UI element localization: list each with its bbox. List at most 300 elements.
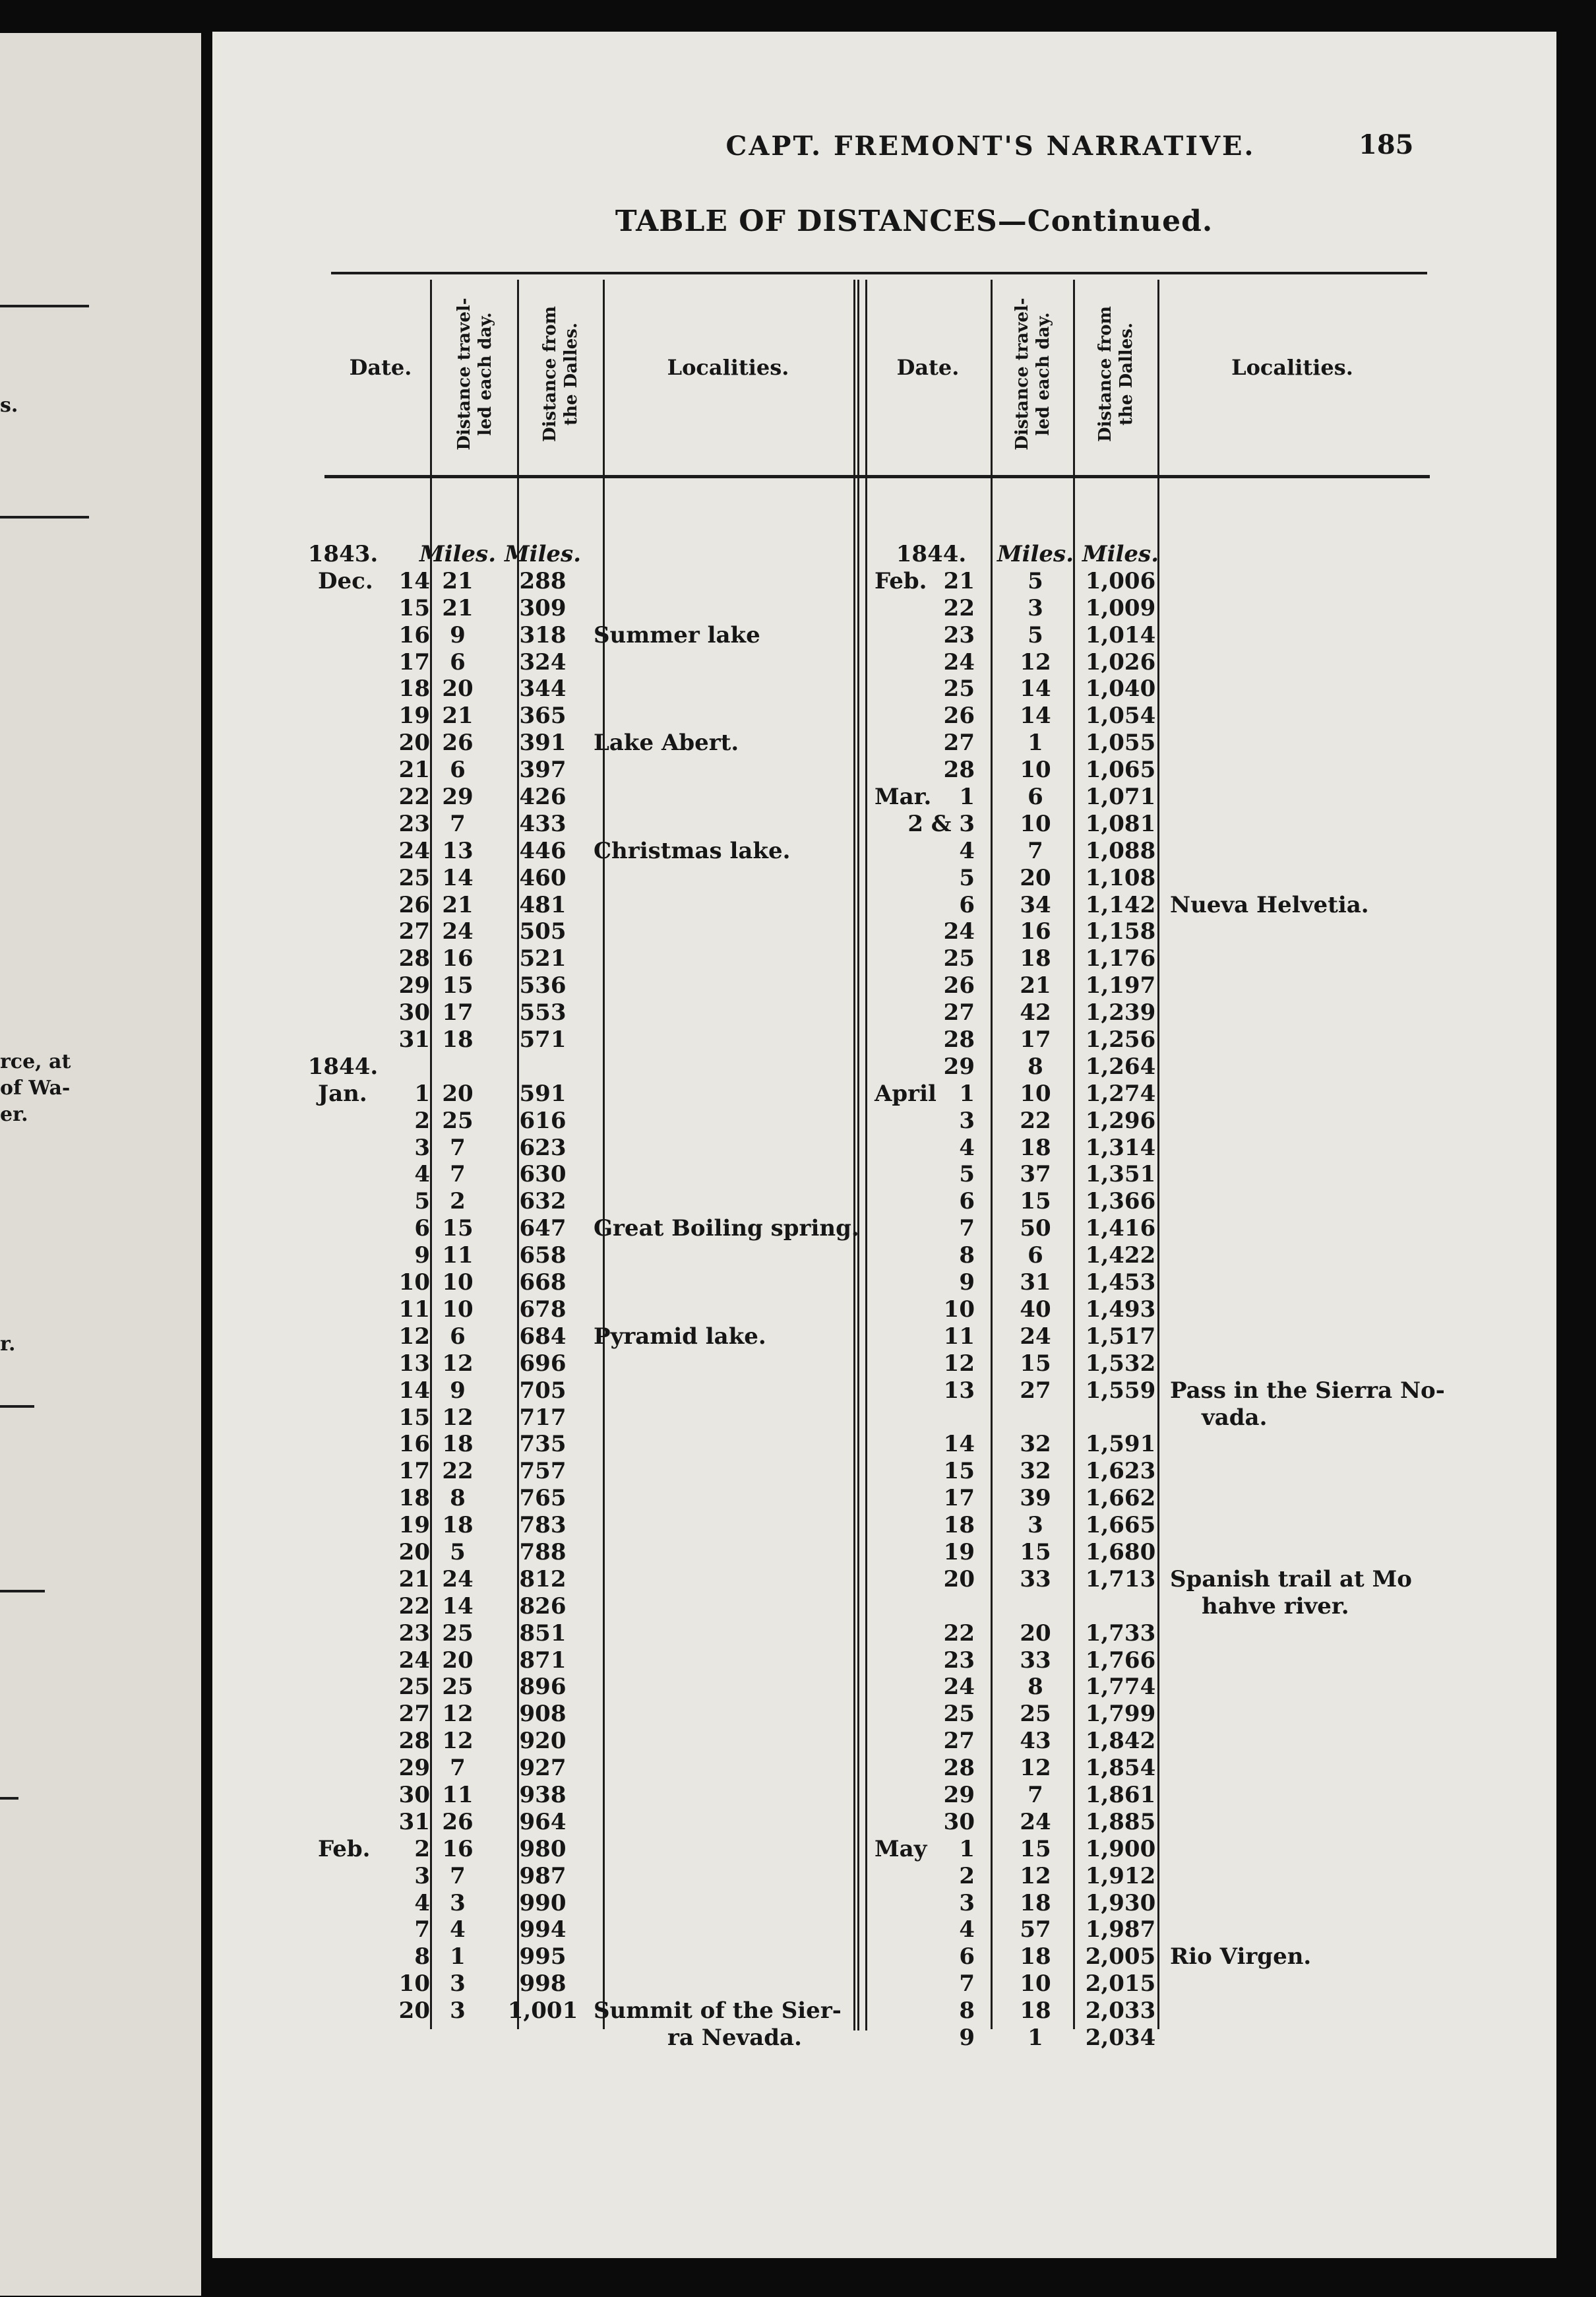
table-row [212, 1026, 1556, 1054]
day-cell: 19 [943, 1538, 975, 1565]
travelled-cell: 18 [1020, 1998, 1051, 2025]
distance-cell: 1,054 [1085, 703, 1156, 730]
day-cell: 2 [414, 1835, 430, 1862]
facing-page-rule [0, 1797, 18, 1800]
distance-cell: 460 [519, 864, 567, 891]
units-label: Miles. [997, 541, 1074, 567]
travelled-cell: 26 [442, 1808, 474, 1835]
day-cell: 4 [959, 1916, 975, 1943]
day-cell: 21 [943, 567, 975, 594]
day-cell: 22 [943, 594, 975, 621]
table-row [212, 1943, 1556, 1970]
distance-cell: 1,108 [1085, 864, 1156, 891]
distance-cell: 995 [519, 1943, 567, 1970]
travelled-cell: 6 [1028, 1242, 1043, 1269]
day-cell: 27 [398, 918, 430, 945]
day-cell: 2 [414, 1107, 430, 1134]
day-cell: 5 [959, 1161, 975, 1188]
travelled-cell: 22 [1020, 1107, 1051, 1134]
travelled-cell: 12 [442, 1350, 474, 1377]
table-row [212, 1512, 1556, 1539]
day-cell: 28 [398, 1728, 430, 1755]
distance-cell: 318 [519, 621, 567, 648]
table-row [212, 595, 1556, 622]
travelled-cell: 15 [1020, 1538, 1051, 1565]
travelled-cell: 8 [450, 1485, 466, 1512]
month-label: Mar. [875, 784, 932, 811]
distance-cell: 433 [519, 810, 567, 837]
month-label: Dec. [318, 567, 373, 594]
travelled-cell: 12 [442, 1728, 474, 1755]
day-cell: 7 [414, 1916, 430, 1943]
year-label: 1844. [896, 541, 967, 567]
travelled-cell: 21 [442, 703, 474, 730]
units-label: Miles. [504, 541, 582, 567]
distance-cell: 678 [519, 1296, 567, 1323]
travelled-cell: 7 [450, 1862, 466, 1889]
day-cell: 25 [943, 1701, 975, 1728]
day-cell: 23 [398, 1620, 430, 1647]
distance-cell: 1,416 [1085, 1215, 1156, 1242]
facing-page-fragment: r. [0, 1333, 16, 1356]
travelled-cell: 39 [1020, 1485, 1051, 1512]
day-cell: 23 [398, 810, 430, 837]
travelled-cell: 1 [450, 1943, 466, 1970]
distance-cell: 1,854 [1085, 1755, 1156, 1782]
distance-cell: 705 [519, 1377, 567, 1404]
travelled-cell: 7 [1028, 1781, 1043, 1808]
table-row [212, 1081, 1556, 1108]
day-cell: 27 [943, 999, 975, 1026]
table-row [212, 676, 1556, 703]
distance-cell: 1,559 [1085, 1377, 1156, 1404]
day-cell: 12 [943, 1350, 975, 1377]
day-cell: 6 [959, 891, 975, 918]
book-page [212, 32, 1556, 2258]
table-row [212, 1296, 1556, 1323]
table-row [212, 757, 1556, 784]
day-cell: 3 [959, 1889, 975, 1916]
travelled-cell: 22 [442, 1458, 474, 1485]
travelled-cell: 17 [1020, 1026, 1051, 1054]
distance-cell: 920 [519, 1728, 567, 1755]
day-cell: 26 [398, 891, 430, 918]
travelled-cell: 15 [1020, 1350, 1051, 1377]
day-cell: 30 [398, 999, 430, 1026]
day-cell: 2 & 3 [907, 810, 975, 837]
distance-cell: 630 [519, 1161, 567, 1188]
locality-cell: Spanish trail at Mo [1170, 1565, 1412, 1592]
travelled-cell: 37 [1020, 1161, 1051, 1188]
day-cell: 28 [943, 757, 975, 784]
day-cell: 22 [943, 1620, 975, 1647]
distance-cell: 1,623 [1085, 1458, 1156, 1485]
distance-cell: 344 [519, 676, 567, 703]
distance-cell: 871 [519, 1647, 567, 1674]
travelled-cell: 50 [1020, 1215, 1051, 1242]
travelled-cell: 12 [1020, 1862, 1051, 1889]
facing-page-fragment: rce, at [0, 1050, 71, 1073]
travelled-cell: 11 [442, 1781, 474, 1808]
day-cell: 4 [414, 1161, 430, 1188]
distance-cell: 1,912 [1085, 1862, 1156, 1889]
day-cell: 24 [943, 918, 975, 945]
travelled-cell: 15 [1020, 1835, 1051, 1862]
distance-cell: 288 [519, 567, 567, 594]
day-cell: 4 [959, 1134, 975, 1161]
distance-cell: 826 [519, 1592, 567, 1620]
distance-cell: 1,774 [1085, 1674, 1156, 1701]
travelled-cell: 25 [1020, 1701, 1051, 1728]
distance-cell: 735 [519, 1431, 567, 1458]
day-cell: 19 [398, 703, 430, 730]
travelled-cell: 3 [1028, 1512, 1043, 1539]
day-cell: 3 [414, 1862, 430, 1889]
travelled-cell: 12 [1020, 648, 1051, 676]
distance-cell: 1,088 [1085, 837, 1156, 864]
distance-cell: 571 [519, 1026, 567, 1054]
travelled-cell: 9 [450, 621, 466, 648]
travelled-cell: 33 [1020, 1647, 1051, 1674]
distance-cell: 1,861 [1085, 1781, 1156, 1808]
locality-cell: hahve river. [1202, 1592, 1349, 1620]
day-cell: 28 [398, 945, 430, 972]
travelled-header-text: Distance travel- led each day. [454, 298, 495, 451]
travelled-cell: 18 [1020, 945, 1051, 972]
distance-cell: 1,197 [1085, 972, 1156, 999]
day-cell: 29 [398, 1755, 430, 1782]
travelled-cell: 16 [442, 1835, 474, 1862]
table-row [212, 649, 1556, 676]
distance-cell: 1,296 [1085, 1107, 1156, 1134]
distance-cell: 1,065 [1085, 757, 1156, 784]
travelled-cell: 3 [1028, 594, 1043, 621]
day-cell: 19 [398, 1512, 430, 1539]
table-row [212, 1593, 1556, 1620]
travelled-cell: 18 [442, 1431, 474, 1458]
day-cell: 9 [414, 1242, 430, 1269]
distance-cell: 521 [519, 945, 567, 972]
date-header: Date. [896, 355, 960, 380]
distance-cell: 696 [519, 1350, 567, 1377]
day-cell: 17 [943, 1485, 975, 1512]
distance-cell: 1,517 [1085, 1323, 1156, 1350]
travelled-cell: 3 [450, 1998, 466, 2025]
travelled-cell: 16 [1020, 918, 1051, 945]
day-cell: 23 [943, 621, 975, 648]
travelled-cell: 32 [1020, 1458, 1051, 1485]
distance-cell: 908 [519, 1701, 567, 1728]
day-cell: 8 [959, 1242, 975, 1269]
distance-cell: 684 [519, 1323, 567, 1350]
distance-cell: 812 [519, 1565, 567, 1592]
travelled-cell: 8 [1028, 1053, 1043, 1080]
travelled-cell: 43 [1020, 1728, 1051, 1755]
travelled-cell: 24 [442, 1565, 474, 1592]
day-cell: 1 [959, 1080, 975, 1107]
locality-cell: vada. [1202, 1404, 1268, 1431]
day-cell: 10 [943, 1296, 975, 1323]
table-row [212, 1377, 1556, 1404]
table-row [212, 1458, 1556, 1485]
table-row [212, 918, 1556, 945]
day-cell: 31 [398, 1026, 430, 1054]
table-row [212, 1728, 1556, 1755]
day-cell: 17 [398, 1458, 430, 1485]
travelled-cell: 17 [442, 999, 474, 1026]
table-row [212, 1620, 1556, 1647]
distance-cell: 998 [519, 1970, 567, 1998]
day-cell: 4 [414, 1889, 430, 1916]
locality-cell: Lake Abert. [594, 730, 739, 757]
distance-cell: 964 [519, 1808, 567, 1835]
travelled-cell: 5 [1028, 567, 1043, 594]
day-cell: 9 [959, 1269, 975, 1296]
table-row [212, 1916, 1556, 1943]
table-row [212, 1485, 1556, 1512]
travelled-cell: 14 [442, 1592, 474, 1620]
travelled-cell: 14 [442, 864, 474, 891]
locality-cell: Rio Virgen. [1170, 1943, 1312, 1970]
table-row [212, 622, 1556, 649]
table-row [212, 838, 1556, 865]
travelled-cell: 18 [1020, 1943, 1051, 1970]
distance-cell: 632 [519, 1188, 567, 1215]
distance-cell: 938 [519, 1781, 567, 1808]
table-row [212, 865, 1556, 892]
day-cell: 30 [398, 1781, 430, 1808]
localities-header: Localities. [667, 355, 789, 380]
travelled-cell: 5 [450, 1538, 466, 1565]
distance-cell: 1,158 [1085, 918, 1156, 945]
distance-cell: 1,662 [1085, 1485, 1156, 1512]
travelled-cell: 7 [450, 1134, 466, 1161]
month-label: May [875, 1835, 927, 1862]
table-row [212, 1647, 1556, 1674]
distance-cell: 1,453 [1085, 1269, 1156, 1296]
travelled-cell: 25 [442, 1620, 474, 1647]
day-cell: 13 [943, 1377, 975, 1404]
day-cell: 28 [943, 1755, 975, 1782]
locality-cell: Christmas lake. [594, 837, 791, 864]
distance-cell: 788 [519, 1538, 567, 1565]
distance-cell: 309 [519, 594, 567, 621]
travelled-cell: 32 [1020, 1431, 1051, 1458]
table-row [212, 541, 1556, 568]
travelled-cell: 11 [442, 1242, 474, 1269]
travelled-cell: 10 [442, 1296, 474, 1323]
day-cell: 25 [943, 676, 975, 703]
distance-cell: 446 [519, 837, 567, 864]
day-cell: 28 [943, 1026, 975, 1054]
day-cell: 29 [943, 1053, 975, 1080]
distance-cell: 1,176 [1085, 945, 1156, 972]
travelled-cell: 18 [1020, 1889, 1051, 1916]
travelled-cell: 21 [442, 891, 474, 918]
day-cell: 16 [398, 621, 430, 648]
distance-cell: 1,930 [1085, 1889, 1156, 1916]
distance-cell: 896 [519, 1674, 567, 1701]
travelled-cell: 20 [442, 676, 474, 703]
travelled-cell: 7 [450, 810, 466, 837]
travelled-cell: 1 [1028, 2024, 1043, 2051]
travelled-cell: 10 [1020, 810, 1051, 837]
day-cell: 27 [943, 1728, 975, 1755]
travelled-cell: 8 [1028, 1674, 1043, 1701]
day-cell: 13 [398, 1350, 430, 1377]
distance-cell: 623 [519, 1134, 567, 1161]
travelled-cell: 20 [442, 1080, 474, 1107]
units-label: Miles. [419, 541, 497, 567]
distance-cell: 1,081 [1085, 810, 1156, 837]
day-cell: 21 [398, 757, 430, 784]
distance-cell: 1,665 [1085, 1512, 1156, 1539]
travelled-cell: 18 [442, 1512, 474, 1539]
table-row [212, 1242, 1556, 1269]
travelled-cell: 12 [442, 1701, 474, 1728]
distance-cell: 391 [519, 730, 567, 757]
day-cell: 16 [398, 1431, 430, 1458]
locality-cell: Summer lake [594, 621, 760, 648]
distance-cell: 553 [519, 999, 567, 1026]
day-cell: 29 [943, 1781, 975, 1808]
travelled-cell: 27 [1020, 1377, 1051, 1404]
table-row [212, 1755, 1556, 1782]
travelled-cell: 29 [442, 784, 474, 811]
travelled-cell: 15 [442, 1215, 474, 1242]
distance-cell: 1,040 [1085, 676, 1156, 703]
travelled-cell: 13 [442, 837, 474, 864]
travelled-cell: 3 [450, 1970, 466, 1998]
locality-cell: Pass in the Sierra No- [1170, 1377, 1445, 1404]
travelled-cell: 24 [1020, 1323, 1051, 1350]
distance-cell: 851 [519, 1620, 567, 1647]
distance-cell: 668 [519, 1269, 567, 1296]
distance-cell: 1,071 [1085, 784, 1156, 811]
day-cell: 9 [959, 2024, 975, 2051]
distance-cell: 1,264 [1085, 1053, 1156, 1080]
facing-page-edge [0, 33, 201, 2296]
day-cell: 3 [414, 1134, 430, 1161]
distance-header-text: Distance from the Dalles. [1095, 306, 1136, 442]
page-number: 185 [1359, 129, 1414, 160]
table-row [212, 1108, 1556, 1135]
travelled-cell: 12 [442, 1404, 474, 1431]
table-row [212, 1809, 1556, 1836]
travelled-cell: 15 [1020, 1188, 1051, 1215]
table-row [212, 1998, 1556, 2025]
distance-cell: 2,005 [1085, 1943, 1156, 1970]
travelled-cell: 31 [1020, 1269, 1051, 1296]
distance-cell: 1,799 [1085, 1701, 1156, 1728]
day-cell: 20 [943, 1565, 975, 1592]
day-cell: 5 [959, 864, 975, 891]
distance-cell: 987 [519, 1862, 567, 1889]
travelled-cell: 10 [1020, 1970, 1051, 1998]
table-row [212, 1323, 1556, 1350]
distance-cell: 2,034 [1085, 2024, 1156, 2051]
table-top-rule [331, 272, 1427, 274]
facing-page-fragment: s. [0, 394, 18, 417]
travelled-header-text: Distance travel- led each day. [1012, 298, 1053, 451]
travelled-cell: 15 [442, 972, 474, 999]
travelled-cell: 14 [1020, 703, 1051, 730]
table-row [212, 703, 1556, 730]
distance-cell: 1,591 [1085, 1431, 1156, 1458]
distance-cell: 658 [519, 1242, 567, 1269]
travelled-cell: 7 [450, 1755, 466, 1782]
table-row [212, 730, 1556, 757]
distance-cell: 1,009 [1085, 594, 1156, 621]
day-cell: 14 [398, 567, 430, 594]
distance-cell: 765 [519, 1485, 567, 1512]
travelled-cell: 4 [450, 1916, 466, 1943]
year-label: 1843. [307, 541, 379, 567]
day-cell: 8 [959, 1998, 975, 2025]
distance-cell: 1,713 [1085, 1565, 1156, 1592]
distance-cell: 1,014 [1085, 621, 1156, 648]
distance-cell: 1,142 [1085, 891, 1156, 918]
day-cell: 24 [943, 1674, 975, 1701]
table-row [212, 945, 1556, 972]
table-row [212, 1054, 1556, 1081]
travelled-cell: 10 [442, 1269, 474, 1296]
travelled-cell: 57 [1020, 1916, 1051, 1943]
distance-cell: 365 [519, 703, 567, 730]
day-cell: 25 [398, 864, 430, 891]
travelled-cell: 7 [450, 1161, 466, 1188]
day-cell: 6 [959, 1188, 975, 1215]
distance-cell: 397 [519, 757, 567, 784]
table-row [212, 1135, 1556, 1162]
distance-cell: 591 [519, 1080, 567, 1107]
travelled-cell: 6 [450, 648, 466, 676]
day-cell: 11 [398, 1296, 430, 1323]
localities-header: Localities. [1231, 355, 1353, 380]
table-row [212, 1782, 1556, 1809]
table-row [212, 972, 1556, 999]
day-cell: 11 [943, 1323, 975, 1350]
distance-cell: 1,351 [1085, 1161, 1156, 1188]
travelled-cell: 7 [1028, 837, 1043, 864]
travelled-cell: 5 [1028, 621, 1043, 648]
travelled-cell: 24 [442, 918, 474, 945]
year-label: 1844. [307, 1053, 379, 1080]
travelled-cell: 21 [1020, 972, 1051, 999]
distance-cell: 324 [519, 648, 567, 676]
travelled-cell: 14 [1020, 676, 1051, 703]
distance-header-text: Distance from the Dalles. [540, 306, 581, 442]
distance-cell: 717 [519, 1404, 567, 1431]
day-cell: 24 [398, 1647, 430, 1674]
day-cell: 5 [414, 1188, 430, 1215]
month-label: April [875, 1080, 936, 1107]
travelled-cell: 6 [450, 1323, 466, 1350]
day-cell: 8 [414, 1943, 430, 1970]
day-cell: 1 [414, 1080, 430, 1107]
day-cell: 25 [398, 1674, 430, 1701]
locality-cell: Summit of the Sier- [594, 1998, 842, 2025]
month-label: Jan. [318, 1080, 367, 1107]
date-header: Date. [349, 355, 412, 380]
distance-cell: 980 [519, 1835, 567, 1862]
distance-cell: 1,314 [1085, 1134, 1156, 1161]
travelled-cell: 10 [1020, 1080, 1051, 1107]
table-row [212, 1431, 1556, 1458]
facing-page-rule [0, 1590, 45, 1592]
table-row [212, 1674, 1556, 1701]
distance-cell: 1,766 [1085, 1647, 1156, 1674]
